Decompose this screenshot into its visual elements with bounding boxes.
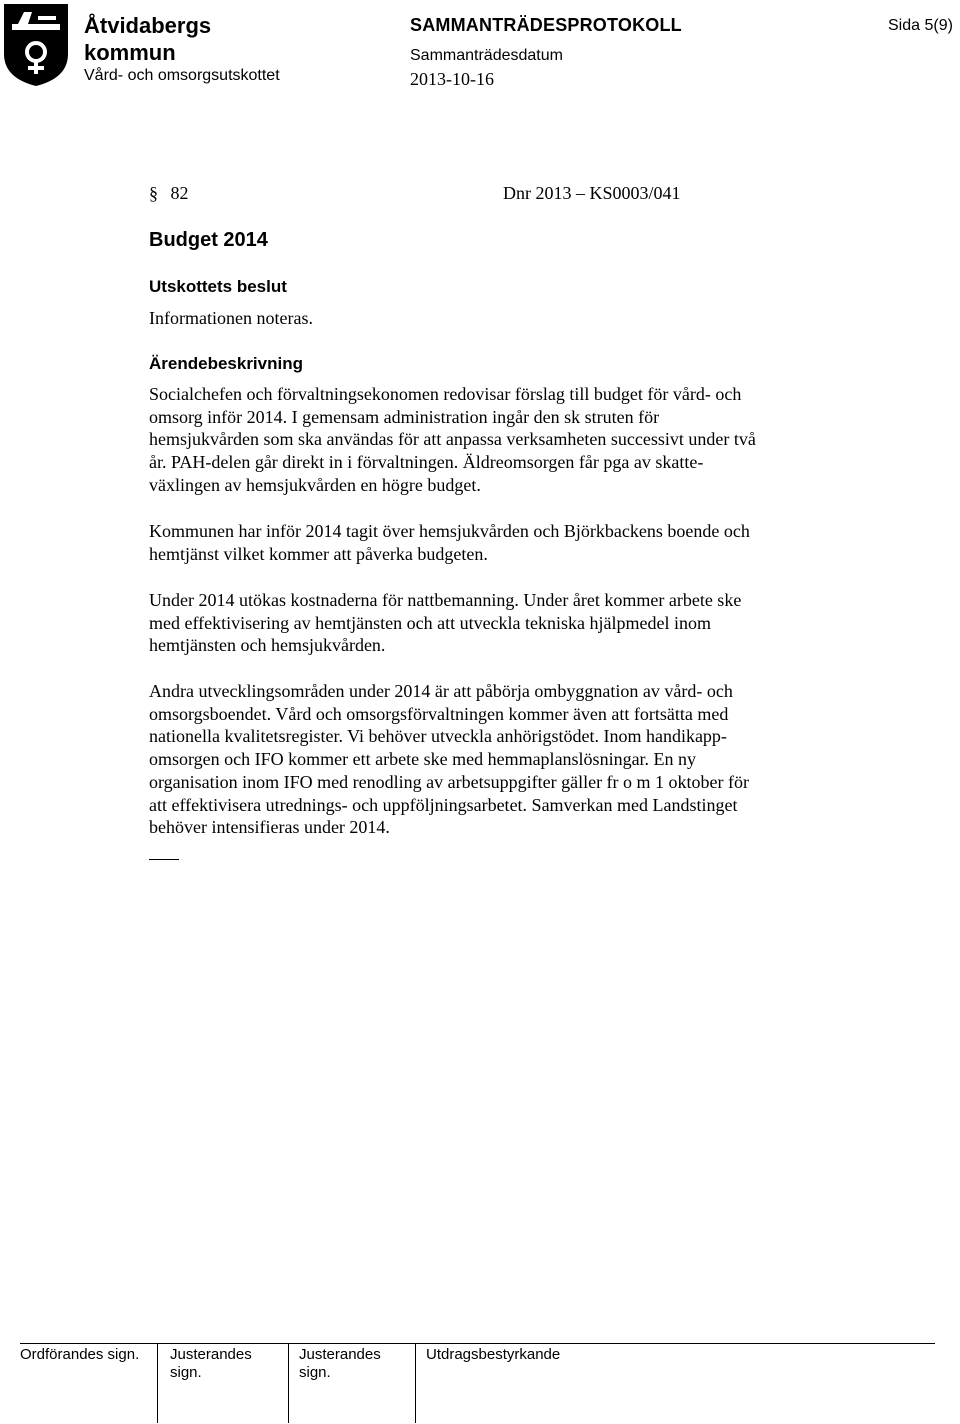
paragraph-number-value: 82: [170, 183, 189, 203]
text-line: Kommunen har inför 2014 tagit över hemsjukvården och Björkbackens boende och: [149, 521, 750, 541]
municipality-coat-of-arms-logo: [2, 2, 70, 88]
end-of-item-rule: [149, 859, 179, 860]
adjuster-signature-field: [170, 1346, 252, 1382]
text-line: omsorg inför 2014. I gemensam administration ingår den sk struten för: [149, 406, 660, 427]
signature-label: Utdragsbestyrkande: [426, 1346, 561, 1363]
signature-label: sign.: [170, 1364, 202, 1381]
signature-label: sign.: [299, 1364, 331, 1381]
description-heading: Ärendebeskrivning: [149, 354, 303, 373]
signature-divider: [288, 1343, 289, 1423]
organisation-name-line2: kommun: [84, 40, 176, 65]
signature-label: Justerandes: [299, 1346, 381, 1363]
organisation-name: [84, 12, 211, 66]
signature-divider: [157, 1343, 158, 1423]
meeting-date-label: Sammanträdesdatum: [410, 47, 563, 64]
description-paragraph: [149, 589, 829, 657]
signature-divider: [415, 1343, 416, 1423]
section-sign-icon: §: [149, 183, 158, 203]
diary-number: Dnr 2013 – KS0003/041: [503, 183, 681, 203]
signature-label: Justerandes: [170, 1346, 252, 1363]
text-line: organisation inom IFO med renodling av arbetsuppgifter gäller fr o m 1 oktober för: [149, 771, 750, 792]
text-line: omsorgen och IFO kommer ett arbete ske med hemmaplanslösningar. En ny: [149, 749, 697, 770]
text-line: år. PAH-delen går direkt in i förvaltningen. Äldreomsorgen får pga av skatte-: [149, 452, 704, 473]
meeting-date-value: 2013-10-16: [410, 69, 494, 89]
chair-signature-field: [20, 1346, 139, 1364]
decision-heading: Utskottets beslut: [149, 277, 287, 296]
text-line: Andra utvecklingsområden under 2014 är att påbörja ombyggnation av vård- och: [149, 681, 733, 701]
description-paragraph: [149, 520, 829, 565]
extract-certification-field: [426, 1346, 560, 1364]
signature-label: Ordförandes sign.: [20, 1346, 140, 1363]
text-line: Socialchefen och förvaltningsekonomen redovisar förslag till budget för vård- och: [149, 384, 742, 404]
description-paragraph: [149, 680, 829, 839]
document-type: SAMMANTRÄDESPROTOKOLL: [410, 15, 682, 35]
adjuster-signature-field: [299, 1346, 381, 1382]
text-line: nationella kvalitetsregister. Vi behöver utveckla anhörigstödet. Inom handikapp-: [149, 726, 727, 747]
description-paragraph: [149, 383, 829, 497]
text-line: Under 2014 utökas kostnaderna för nattbemanning. Under året kommer arbete ske: [149, 590, 742, 610]
text-line: med effektivisering av hemtjänsten och att utveckla tekniska hjälpmedel inom: [149, 612, 711, 633]
paragraph-number: [149, 182, 189, 204]
text-line: behöver intensifieras under 2014.: [149, 817, 390, 838]
text-line: omsorgsboendet. Vård och omsorgsförvaltningen kommer även att fortsätta med: [149, 703, 729, 724]
text-line: växlingen av hemsjukvården en högre budget.: [149, 474, 481, 495]
text-line: hemtjänst vilket kommer att påverka budgeten.: [149, 543, 488, 564]
signature-box: [20, 1343, 935, 1423]
text-line: hemsjukvården som ska användas för att anpassa verksamheten successivt under två: [149, 429, 756, 450]
organisation-name-line1: Åtvidabergs: [84, 13, 212, 38]
text-line: hemtjänsten och hemsjukvården.: [149, 635, 386, 656]
committee-name: Vård- och omsorgsutskottet: [84, 67, 280, 84]
item-title: Budget 2014: [149, 229, 268, 251]
decision-text: Informationen noteras.: [149, 308, 313, 328]
page-number: Sida 5(9): [888, 17, 953, 34]
text-line: att effektivisera utrednings- och uppföljningsarbetet. Samverkan med Landstinget: [149, 794, 738, 815]
